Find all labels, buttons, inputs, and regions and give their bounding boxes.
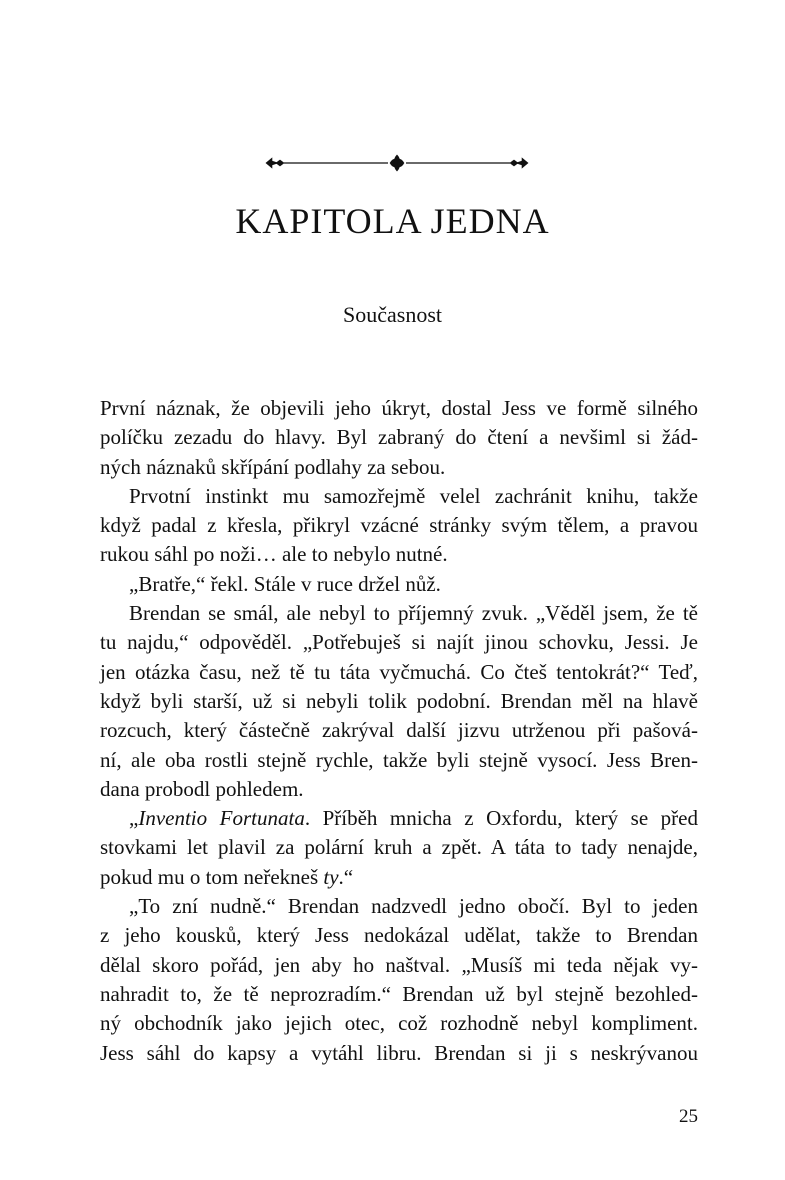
emphasis: ty [323, 864, 339, 889]
text-line: rukou sáhl po noži… ale to nebylo nutné. [100, 542, 448, 567]
text-line [100, 804, 698, 833]
text-line: „To zní nudně.“ Brendan nadzvedl jedno obočí. Byl to jeden [129, 894, 698, 919]
text-span: . Příběh mnicha z Oxfordu, který se před [304, 806, 698, 831]
text-line: Jess sáhl do kapsy a vytáhl libru. Brendan si ji s neskrývanou [100, 1040, 698, 1065]
text-line: Prvotní instinkt mu samozřejmě velel zachránit knihu, takže [129, 483, 698, 508]
text-line: stovkami let plavil za polární kruh a zpět. A táta to tady nenajde, [100, 835, 698, 860]
text-line: tu najdu,“ odpověděl. „Potřebuješ si najít jinou schovku, Jessi. Je [100, 630, 698, 655]
text-line: ných náznaků skřípání podlahy za sebou. [100, 454, 446, 479]
text-line: První náznak, že objevili jeho úkryt, dostal Jess ve formě silného [100, 396, 698, 420]
body-text [100, 394, 698, 1068]
text-line: rozcuch, který částečně zakrýval další jizvu utrženou při pašová- [100, 718, 698, 743]
text-line: jen otázka času, než tě tu táta vyčmuchá. Co čteš tentokrát?“ Teď, [100, 659, 698, 684]
text-line: dana probodl pohledem. [100, 776, 304, 801]
text-line: dělal skoro pořád, jen aby ho naštval. „Musíš mi teda nějak vy- [100, 952, 698, 977]
text-line: když padal z křesla, přikryl vzácné stránky svým tělem, a pravou [100, 513, 698, 538]
text-line: ný obchodník jako jejich otec, což rozhodně nebyl kompliment. [100, 1011, 698, 1036]
text-line: políčku zezadu do hlavy. Byl zabraný do čtení a nevšiml si žád- [100, 425, 698, 450]
page-number: 25 [679, 1106, 698, 1127]
text-line: nahradit to, že tě neprozradím.“ Brendan už byl stejně bezohled- [100, 981, 698, 1006]
text-line: „Bratře,“ řekl. Stále v ruce držel nůž. [129, 571, 441, 596]
chapter-ornament [262, 152, 532, 174]
text-span: pokud mu o tom neřekneš [100, 864, 324, 889]
text-line: když byli starší, už si nebyli tolik podobní. Brendan měl na hlavě [100, 688, 698, 713]
book-title: Inventio Fortunata [138, 806, 305, 831]
text-line: z jeho kousků, který Jess nedokázal udělat, takže to Brendan [100, 923, 698, 948]
text-line: ní, ale oba rostli stejně rychle, takže byli stejně vysocí. Jess Bren- [100, 747, 698, 772]
chapter-subtitle: Současnost [343, 302, 442, 327]
text-span: „ [129, 806, 139, 831]
text-span: .“ [338, 864, 354, 889]
text-line: Brendan se smál, ale nebyl to příjemný zvuk. „Věděl jsem, že tě [129, 601, 698, 626]
text-line [100, 863, 698, 892]
chapter-title: KAPITOLA JEDNA [235, 201, 550, 241]
